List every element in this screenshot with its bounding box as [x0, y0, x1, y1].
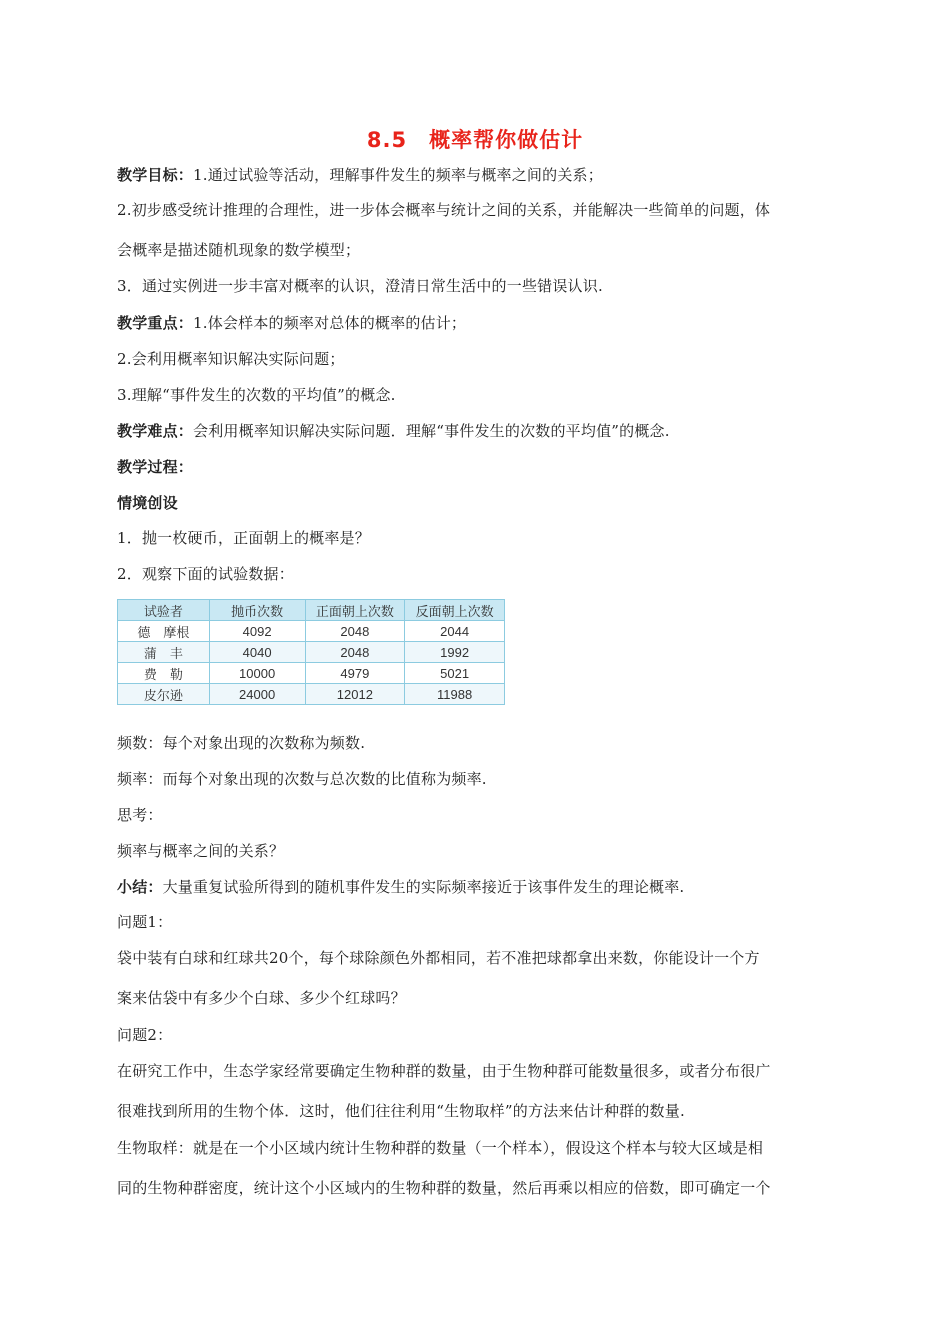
- objective-item-2-line-2: 会概率是描述随机现象的数学模型；: [117, 241, 361, 259]
- table-cell: 24000: [209, 684, 305, 705]
- table-row: [118, 684, 505, 705]
- problem-1-line-2: 案来估袋中有多少个白球、多少个红球吗？: [117, 989, 406, 1007]
- table-cell: 4040: [209, 642, 305, 663]
- summary-label: 小结：: [117, 878, 163, 896]
- table-row: [118, 642, 505, 663]
- key-points-line-1: [117, 313, 847, 333]
- difficulty-line: [117, 421, 847, 441]
- key-point-item-3: 3.理解“事件发生的次数的平均值”的概念.: [117, 386, 396, 404]
- scenario-heading: 情境创设: [117, 494, 178, 512]
- table-cell: 费 勒: [118, 663, 210, 684]
- objective-item-3: 3．通过实例进一步丰富对概率的认识，澄清日常生活中的一些错误认识.: [117, 277, 603, 295]
- table-cell: 2048: [305, 642, 405, 663]
- table-cell: 4092: [209, 621, 305, 642]
- table-header-cell: 抛币次数: [209, 600, 305, 621]
- table-cell: 德 摩根: [118, 621, 210, 642]
- objectives-line-1: [117, 165, 847, 185]
- difficulty-label: 教学难点：: [117, 422, 194, 440]
- think-label: 思考：: [117, 806, 163, 824]
- frequency-rate-definition: 频率：而每个对象出现的次数与总次数的比值称为频率.: [117, 770, 487, 788]
- table-row: [118, 663, 505, 684]
- problem-2-line-1: 在研究工作中，生态学家经常要确定生物种群的数量，由于生物种群可能数量很多，或者分布很广: [117, 1062, 771, 1080]
- table-header-cell: 试验者: [118, 600, 210, 621]
- sampling-line-2: 同的生物种群密度，统计这个小区域内的生物种群的数量，然后再乘以相应的倍数，即可确定一个: [117, 1179, 771, 1197]
- objective-item-1: 1.通过试验等活动，理解事件发生的频率与概率之间的关系；: [193, 166, 603, 184]
- problem-1-line-1: 袋中装有白球和红球共20个，每个球除颜色外都相同，若不准把球都拿出来数，你能设计一个方: [117, 949, 760, 967]
- scenario-question-1: 1．抛一枚硬币，正面朝上的概率是？: [117, 529, 370, 547]
- difficulty-text: 会利用概率知识解决实际问题．理解“事件发生的次数的平均值”的概念.: [193, 422, 670, 440]
- table-row: [118, 621, 505, 642]
- table-cell: 12012: [305, 684, 405, 705]
- table-cell: 皮尔逊: [118, 684, 210, 705]
- table-header-row: [118, 600, 505, 621]
- table-cell: 4979: [305, 663, 405, 684]
- frequency-count-definition: 频数：每个对象出现的次数称为频数.: [117, 734, 366, 752]
- summary-text: 大量重复试验所得到的随机事件发生的实际频率接近于该事件发生的理论概率.: [162, 878, 685, 896]
- table-cell: 11988: [405, 684, 505, 705]
- table-cell: 2044: [405, 621, 505, 642]
- key-point-item-1: 1.体会样本的频率对总体的概率的估计；: [193, 314, 467, 332]
- lesson-title: 8.5 概率帮你做估计: [366, 128, 584, 152]
- objectives-label: 教学目标：: [117, 166, 194, 184]
- process-heading: 教学过程：: [117, 458, 194, 476]
- sampling-line-1: 生物取样：就是在一个小区域内统计生物种群的数量（一个样本），假设这个样本与较大区域是相: [117, 1139, 764, 1157]
- problem-2-label: 问题2：: [117, 1026, 173, 1044]
- coin-toss-table: [117, 599, 505, 705]
- key-points-label: 教学重点：: [117, 314, 194, 332]
- problem-1-label: 问题1：: [117, 913, 173, 931]
- table-cell: 2048: [305, 621, 405, 642]
- table-cell: 蒲 丰: [118, 642, 210, 663]
- problem-2-line-2: 很难找到所用的生物个体．这时，他们往往利用“生物取样”的方法来估计种群的数量.: [117, 1102, 685, 1120]
- table-cell: 5021: [405, 663, 505, 684]
- objective-item-2-line-1: 2.初步感受统计推理的合理性，进一步体会概率与统计之间的关系，并能解决一些简单的问题，体: [117, 201, 771, 219]
- table-cell: 1992: [405, 642, 505, 663]
- table-header-cell: 反面朝上次数: [405, 600, 505, 621]
- scenario-question-2: 2．观察下面的试验数据：: [117, 565, 294, 583]
- think-question: 频率与概率之间的关系？: [117, 842, 285, 860]
- table-cell: 10000: [209, 663, 305, 684]
- key-point-item-2: 2.会利用概率知识解决实际问题；: [117, 350, 345, 368]
- table-header-cell: 正面朝上次数: [305, 600, 405, 621]
- summary-line: [117, 877, 847, 897]
